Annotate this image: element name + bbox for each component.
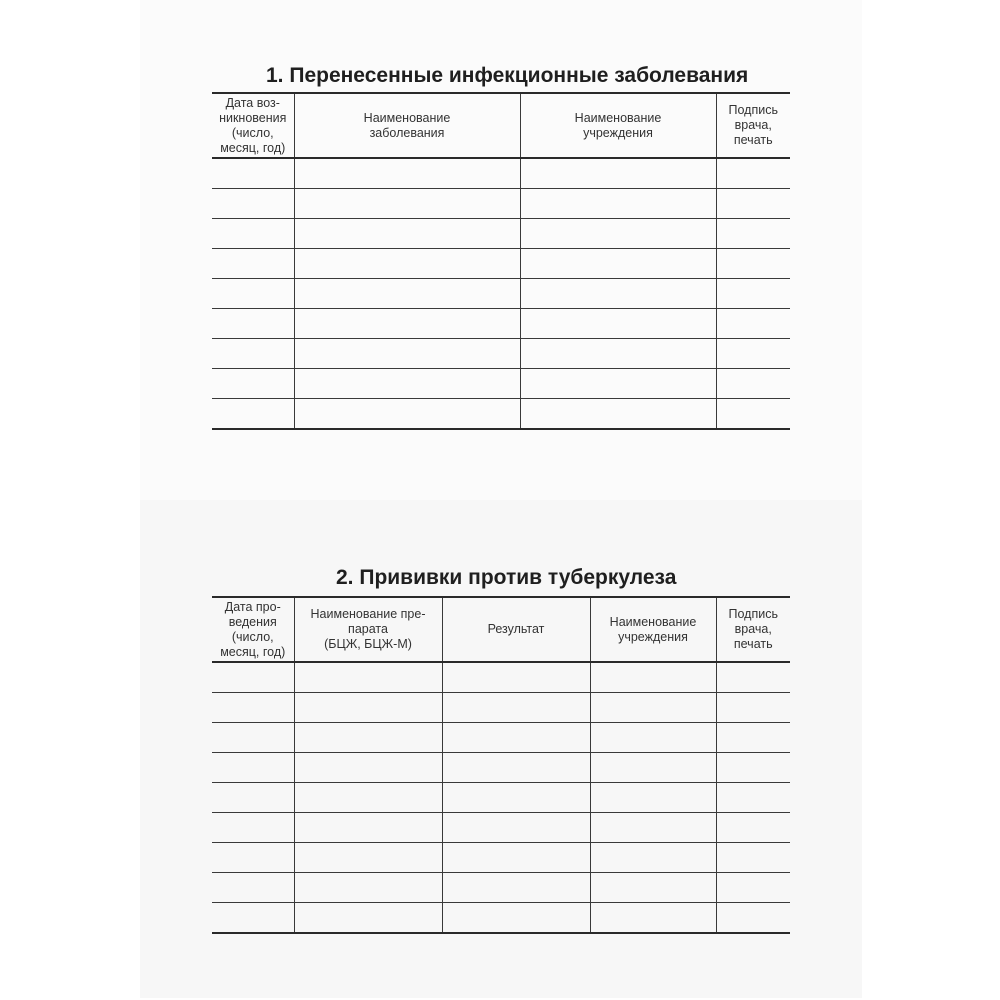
table-cell[interactable] [294,249,520,279]
table-cell[interactable] [212,813,294,843]
table-cell[interactable] [294,723,442,753]
table-cell[interactable] [442,783,590,813]
table-cell[interactable] [716,783,790,813]
header-text: Дата про- ведения (число, месяц, год) [220,599,286,659]
table-row [212,369,790,399]
table-cell[interactable] [590,843,716,873]
table-row [212,662,790,693]
table-cell[interactable] [212,783,294,813]
table-row [212,309,790,339]
table-row [212,753,790,783]
table-row [212,873,790,903]
table-row [212,843,790,873]
table-cell[interactable] [520,399,716,430]
header-text: Наименование учреждения [574,110,662,140]
table-cell[interactable] [520,369,716,399]
table-cell[interactable] [716,723,790,753]
column-header-disease [294,93,520,158]
table-cell[interactable] [212,158,294,189]
table-cell[interactable] [716,693,790,723]
table-cell[interactable] [294,369,520,399]
section-title: 2. Прививки против туберкулеза [336,566,677,589]
table-cell[interactable] [590,753,716,783]
table-cell[interactable] [590,783,716,813]
table-cell[interactable] [716,753,790,783]
tuberculosis-vaccination-table [212,596,790,934]
table-cell[interactable] [294,813,442,843]
table-cell[interactable] [716,339,790,369]
table-cell[interactable] [716,813,790,843]
table-cell[interactable] [212,399,294,430]
table-row [212,339,790,369]
table-cell[interactable] [590,693,716,723]
table-cell[interactable] [212,903,294,934]
table-cell[interactable] [520,249,716,279]
table-cell[interactable] [212,873,294,903]
column-header-preparation [294,597,442,662]
bottom-page [140,500,862,998]
table-cell[interactable] [212,843,294,873]
header-text: Дата воз- никновения (число, месяц, год) [219,95,287,155]
table-cell[interactable] [212,753,294,783]
table-cell[interactable] [716,309,790,339]
table-cell[interactable] [442,843,590,873]
table-cell[interactable] [212,693,294,723]
table-cell[interactable] [590,903,716,934]
table-cell[interactable] [294,279,520,309]
table-cell[interactable] [212,249,294,279]
table-row [212,723,790,753]
table-row [212,189,790,219]
table-cell[interactable] [212,339,294,369]
table-cell[interactable] [294,843,442,873]
table-cell[interactable] [294,399,520,430]
table-cell[interactable] [212,219,294,249]
table-cell[interactable] [716,903,790,934]
table-cell[interactable] [520,309,716,339]
table-cell[interactable] [716,158,790,189]
column-header-date [212,93,294,158]
table-cell[interactable] [212,189,294,219]
column-header-result [442,597,590,662]
table-cell[interactable] [520,279,716,309]
table-cell[interactable] [294,309,520,339]
table-cell[interactable] [520,219,716,249]
infectious-diseases-table [212,92,790,430]
header-text: Наименование заболевания [363,110,451,140]
table-cell[interactable] [716,189,790,219]
table-cell[interactable] [716,843,790,873]
table-cell[interactable] [212,369,294,399]
table-header-row [212,597,790,662]
top-page [140,0,862,501]
table-cell[interactable] [212,662,294,693]
table-cell[interactable] [716,219,790,249]
table-cell[interactable] [520,339,716,369]
header-text: Подпись врача, печать [728,103,778,147]
table-cell[interactable] [442,903,590,934]
table-cell[interactable] [212,279,294,309]
table-cell[interactable] [294,189,520,219]
column-header-institution [590,597,716,662]
table-row [212,399,790,430]
table-cell[interactable] [294,339,520,369]
table-cell[interactable] [716,249,790,279]
table-cell[interactable] [590,723,716,753]
header-text: Подпись врача, печать [728,607,778,651]
table-cell[interactable] [716,399,790,430]
table-cell[interactable] [294,158,520,189]
header-text: Результат [487,622,545,636]
table-row [212,903,790,934]
table-cell[interactable] [590,662,716,693]
column-header-signature [716,93,790,158]
table-cell[interactable] [294,693,442,723]
table-cell[interactable] [442,813,590,843]
table-cell[interactable] [294,783,442,813]
table-cell[interactable] [442,693,590,723]
column-header-institution [520,93,716,158]
column-header-signature [716,597,790,662]
table-cell[interactable] [442,662,590,693]
table-cell[interactable] [716,873,790,903]
table-row [212,249,790,279]
table-cell[interactable] [294,662,442,693]
table-cell[interactable] [442,723,590,753]
table-cell[interactable] [294,903,442,934]
table-cell[interactable] [294,219,520,249]
table-row [212,279,790,309]
table-row [212,158,790,189]
table-cell[interactable] [590,873,716,903]
table-row [212,693,790,723]
table-cell[interactable] [442,753,590,783]
table-cell[interactable] [442,873,590,903]
header-text: Наименование учреждения [609,614,697,644]
table-cell[interactable] [212,309,294,339]
section-title: 1. Перенесенные инфекционные заболевания [266,64,749,87]
header-text: Наименование пре- парата (БЦЖ, БЦЖ-М) [310,607,426,651]
table-cell[interactable] [590,813,716,843]
column-header-date [212,597,294,662]
table-cell[interactable] [716,279,790,309]
table-cell[interactable] [520,189,716,219]
table-header-row [212,93,790,158]
table-cell[interactable] [294,873,442,903]
table-cell[interactable] [212,723,294,753]
table-cell[interactable] [716,369,790,399]
table-row [212,219,790,249]
table-cell[interactable] [520,158,716,189]
table-cell[interactable] [716,662,790,693]
table-row [212,813,790,843]
table-row [212,783,790,813]
table-cell[interactable] [294,753,442,783]
